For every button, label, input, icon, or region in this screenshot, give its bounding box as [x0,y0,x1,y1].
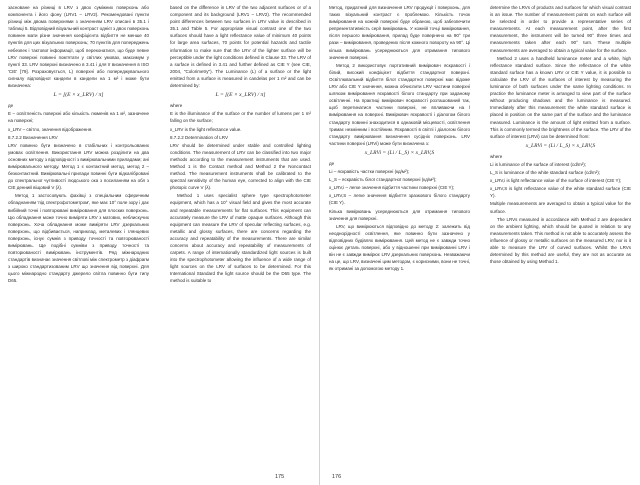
page-number: 175 [275,474,285,480]
luminance-formula: L = [(E × x_LRV) / π] [215,92,266,99]
definition: L_S is luminance of the white standard surface (cd/m²); [490,170,601,176]
where-label: де [8,103,14,109]
definition: x_LRV,i is light reflectance value of the surface of interest (CIE Y); [490,178,622,184]
definition: Li is luminance of the surface of interest (cd/m²); [490,161,587,167]
paragraph: Multiple measurements are averaged to obtain a typical value for the surface. [490,201,631,214]
paragraph: based on the difference in LRV of the two adjacent surfaces or of a component and its background (LRV1 – LRV2). The recommended point differences between two surfaces in LRV value is described in 35.1 and Table 5. For appropriate visual contrast one of the two surfaces should have a light reflectance value of minimum 40 points for large area surfaces, 70 points for potential hazards and tactile information to make sure that the LRV of the lighter surface will be perceptible under the light conditions defined in Clause 33. The LRV of a surface is defined in 3.41 and further defined as CIE Y (see CIE, 2004, "Colorimetry"). The Luminance (L) of a surface or the light emitted from a surface is measured in candelas per 1 m² and can be determined by: [170,5,311,89]
left-page-english-column [170,4,311,452]
where-label: where [170,103,183,109]
definition: x_LRV,S – легке значення відбиття зразкового білого стандарту (CIE Y). [329,193,470,206]
definition: x_LRV is the light reflectance value. [170,126,242,132]
definition: x_LRV,i – легке значення відбиття частини поверхні (CIE Y); [329,185,455,191]
paragraph: Кілька вимірювань усереднюються для отримання типового значення для поверхні. [329,208,470,221]
paragraph: determine the LRVs of products and surfaces for which visual contrast is an issue. The number of measurement points on each surface will be selected in order to provide a representative series of measurements. At each measurement point, after the first measurement, the instrument will be turned 90° three times and measurements taken after each 90° turn. These multiple measurements are averaged to obtain a typical value for the surface. [490,5,631,53]
paragraph: LRV, що вимірюються відповідно до методу 2: залежить від неоднорідності освітлення, яке повинно бути зазначено у відповідних будівлях вимірювання. Цей метод не є завжди точно оцінює деталь поверхні, або у відношенні при вимірюванні LRV і він не є завжди вимірює LRV дзеркальних поверхонь. Незважаючи на це, що LRV, визначені цим методом, є корисними, вони не точні, як отримані за допомогою методу 1. [329,223,470,272]
definition: L_S – яскравість білої стандартної поверхні (кд/м²); [329,177,437,183]
luminance-formula: L = [(E × x_LRV) / π] [53,92,104,99]
right-page-english-column [490,4,631,452]
section-heading: 8.7.2.2 Визначення LRV [8,134,58,140]
definition: E is the illuminance of the surface or the number of lumens per 1 m² falling on the surface; [170,111,311,124]
where-label: where [490,153,503,159]
paragraph: LRV повинно бути визначено в стабільних і контрольованих умовах освітлення. Використання LRV можна розділити на два основних методу з відповідності з вимірювальними приладами; ані вимірювального методу. Метод 1 є контактний метод, метод 2 – безконтактний. Вимірювальні прилади повинні бути відкалібровані до спектральної чутливості людського ока з посиланням на обл з CIE денний віщовий V (λ). [8,142,149,191]
paragraph: LRV should be determined under stable and controlled lighting conditions. The measurement of LRV can be classified into two major methods according to the measurement instruments that are used. Method 1 is the Contact method and Method 2 the Noncontact method. The measurement instruments shall be calibrated to the spectral sensitivity of the human eye, corrected to align with the CIE photopic curve V (λ). [170,142,311,191]
paragraph: засноване на різниці в LRV з двох суміжних поверхонь або компонента і його фону (LRV1 – LRV2). Рекомендовані пункти різниці між двома поверхнями з значенням LRV описані в 35.1 і таблиці 5. Відповідний візуальний контраст однієї з двох поверхонь повинен мати різне значення коефіцієнта відбиття не менше 40 пунктів для цих візуальних поверхонь; 70 пунктів для попереджень небезпек і тактової інформації, щоб переконатися, що буде певне LRV поверхні повинні пом'ятати у світлих умовах, максимум у пункті 33. LRV поверхні визначено в 3.41 і для її визначення в ISO 'CIE' [79]. Розраховується, L) поверхні або попереджувального сигналу відповідної кандели в кандели на 1 м² і може бути визначена: [8,5,149,89]
page-number: 176 [332,474,342,480]
paragraph: Method 2 uses a handheld luminance meter and a white, high reflectance standard surface. Since the reflectance of the white standard surface has a known LRV or CIE Y value, it is possible to calculate the LRV of the surfaces of interest by measuring the luminance of both surfaces under the same lighting conditions. In practice the luminance meter is arranged to view part of the surface without producing shadows and the luminance is measured. Immediately after this measurement the white standard surface is placed in position on the same part of the surface and the luminance measured. Luminance is the amount of light emitted from a surface. This is commonly termed the brightness of the surface. The LRV of the surface of interest (LRVi) can be determined from: [490,55,631,139]
paragraph: Метод, придатний для визначення LRV продукції і поверхонь, для таких візуальний контраст є проблемою. Кількість точок вимірювання на кожній поверхні буде обраною, щоб забезпечити репрезентативність серії вимірювань. У кожній точці вимірювання, після першого вимірювання, прилад буде повернено на 90° три рази – вимірювання, проведених після кожного повороту на 90°. Ці кілька вимірювань усереднюються для отримання типового значення поверхні. [329,5,470,60]
lrv-formula: x_LRVi = (Li / L_S) × x_LRV,S [364,149,435,156]
paragraph: Метод 2 використовує портативний вимірювач яскравості і білий, високий коефіцієнт відбиття стандартної поверхні. Освітлювальний відбиття білої стандартної поверхні має відоме LRV або CIE Y значення, можна обчислити LRV частини поверхні шляхом вимірювання яскравості білого стандарту при заданому освітленні. На практиці вимірювач яскравості розташований так, щоб перетинатися частини поверхні, не впливаючи на l вимірювання на поверхні. Вимірювач яскравості і діалогом білого стандарту повинні знаходитися в однаковій місцевості, освітлення тримає незмінним і постійним. Яскравості в світлі і діалогом білого стандарту вимірювання визначення сусідніх поверхонь. LRV частини поверхні (LRVi) може бути визначена з: [329,62,470,146]
section-heading: 8.7.2.2 Determination of LRV [170,134,228,140]
right-page-ukrainian-column [329,4,470,452]
right-page [320,0,640,485]
paragraph: The LRVs measured in accordance with Method 2 are dependent on the ambient lighting, which should be quoted in relation to any measurements taken. This method is not able to accurately assess the influence of glossy or metallic surfaces on the measured LRV, nor is it able to measure the LRV of curved surfaces. Whilst the LRVs determined by this method are useful, they are not as accurate as those obtained by using Method 1. [490,216,631,265]
definition: Li – яскравість частки поверхні (кд/м²); [329,169,410,175]
where-label: де [329,160,335,166]
paragraph: Method 1 uses specialist sphere type spectrophotometer equipment, which has a 10° visual field and gives the most accurate and repeatable measurements for flat surfaces. This equipment can accurately measure the LRV of matte opaque surfaces. Although this equipment can measure the LRV of specular reflecting surfaces, e.g. metallic and glossy surfaces, there are concerns regarding the accuracy and repeatability of the measurements. There are similar concerns about accuracy and repeatability of measurements of carpets. A range of internationally standardized light sources is built into the spectrophotometer allowing the influence of a wide range of light sources on the LRV of surfaces to be determined. For this International Standard the light source should be the D65 type. The method is suitable to [170,193,311,284]
definition: x_LRV,S is light reflectance value of the white standard surface (CIE Y). [490,186,631,199]
left-page-ukrainian-column [8,4,149,452]
lrv-formula: x_LRVi = (Li / L_S) × x_LRV,S [525,142,596,149]
definition: x_LRV – світло, значення відображення. [8,126,93,132]
definition: E – освітленість поверхні або кількість люменів на 1 м², зазначене на поверхні; [8,111,149,124]
paragraph: Метод 1 застосовують фахівці з спеціальним сферичним обладнанням 'під спектрофотометром', яке має 10° поле зору і дає вибійний точні і повторювані вимірювання для плоских поверхонь. Цю обладнання може точно виміряти LRV з матових, неблискучих поверхонь. Хоча обладнання може виміряти LRV дзеркальних поверхонь, що відбивається, наприклад, металевих і глянцевих поверхонь, існує сумнів з приводу точності та повторюваності вимірювань. Ще подібні сумніви з приводу точності та повторюваності вимірювань інструментів. Ряд міжнародних стандартів визначає значення світлові між спектрометр з діафрагм з широко стандартизованим LRV що значення від поверхні. Для цього міжнародно стандарту джерело світла повинно бути типу D65. [8,193,149,284]
